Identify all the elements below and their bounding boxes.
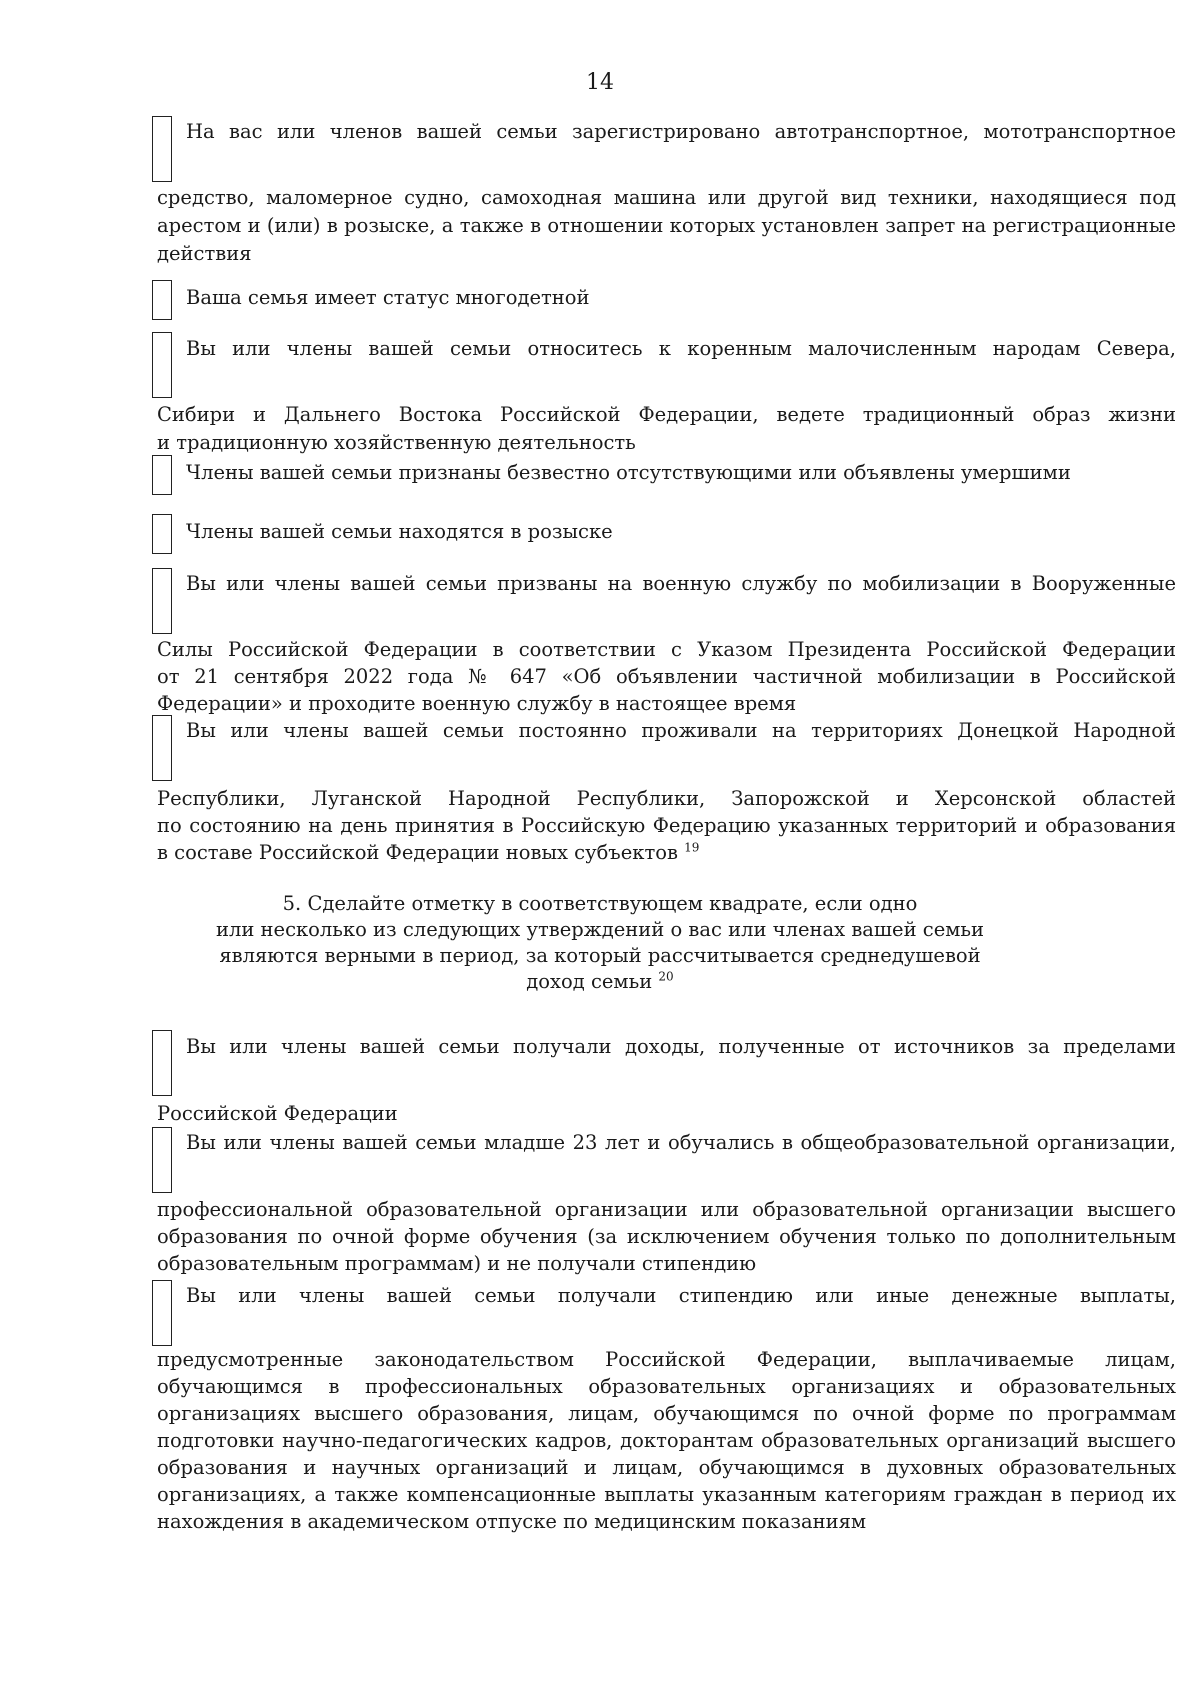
s4-item-text-line xyxy=(186,337,1176,361)
s5-item-text-line xyxy=(157,1456,1176,1480)
s4-item-text: Силы Российской Федерации в соответствии с Указом Президента Российской Федерации xyxy=(157,638,1176,661)
section-5-heading-line xyxy=(0,970,1200,994)
s5-item-text: организациях высшего образования, лицам, обучающимся по очной форме по программам xyxy=(157,1402,1176,1425)
s4-item-text: средство, маломерное судно, самоходная машина или другой вид техники, находящиеся под xyxy=(157,186,1176,209)
s5-item-text: подготовки научно-педагогических кадров, докторантам образовательных организаций высшего xyxy=(157,1429,1176,1452)
s4-item-text-line xyxy=(157,787,1176,811)
s5-item-text: образовательным программам) и не получали стипендию xyxy=(157,1252,757,1275)
s4-item-text-line xyxy=(186,120,1176,144)
s4-item-text-line xyxy=(157,638,1176,662)
s5-item-text: Российской Федерации xyxy=(157,1102,398,1125)
s4-item-text-line xyxy=(186,286,590,310)
s4-item-text-line xyxy=(186,520,613,544)
s4-item-text: Ваша семья имеет статус многодетной xyxy=(186,286,590,309)
s4-item-text-line xyxy=(186,572,1176,596)
s5-item-text-line xyxy=(157,1348,1176,1372)
s5-item-text: Вы или члены вашей семьи получали доходы, полученные от источников за пределами xyxy=(186,1035,1176,1058)
s4-item-text: в составе Российской Федерации новых субъектов xyxy=(157,841,678,864)
s5-item-text-line xyxy=(157,1102,398,1126)
s4-item-text: Сибири и Дальнего Востока Российской Федерации, ведете традиционный образ жизни xyxy=(157,403,1176,426)
s4-item-text: по состоянию на день принятия в Российскую Федерацию указанных территорий и образования xyxy=(157,814,1176,837)
s4-checkbox[interactable] xyxy=(152,116,172,182)
s5-item-text: Вы или члены вашей семьи получали стипендию или иные денежные выплаты, xyxy=(186,1284,1176,1307)
s4-item-text-line xyxy=(186,461,1071,485)
s4-item-text-line xyxy=(157,242,252,266)
s4-item-text: Члены вашей семьи признаны безвестно отсутствующими или объявлены умершими xyxy=(186,461,1071,484)
s4-item-text: и традиционную хозяйственную деятельность xyxy=(157,431,636,454)
s5-item-text: обучающимся в профессиональных образовательных организациях и образовательных xyxy=(157,1375,1176,1398)
section-5-heading-line: 5. Сделайте отметку в соответствующем квадрате, если одно xyxy=(282,892,918,915)
s4-item-text: Вы или члены вашей семьи призваны на военную службу по мобилизации в Вооруженные xyxy=(186,572,1176,595)
s5-item-text-line xyxy=(157,1198,1176,1222)
s4-checkbox[interactable] xyxy=(152,568,172,634)
s4-item-text: действия xyxy=(157,242,252,265)
s4-item-text-line xyxy=(157,403,1176,427)
section-5-heading-line: или несколько из следующих утверждений о вас или членах вашей семьи xyxy=(215,918,985,941)
s4-item-text-line xyxy=(157,214,1176,238)
section-5-heading-text: доход семьи xyxy=(526,970,653,993)
s5-item-text-line xyxy=(186,1131,1176,1155)
footnote-ref-19: 19 xyxy=(684,840,700,855)
s4-checkbox[interactable] xyxy=(152,455,172,495)
s4-item-text-line xyxy=(157,814,1176,838)
s5-item-text-line xyxy=(157,1510,866,1534)
s5-item-text: Вы или члены вашей семьи младше 23 лет и обучались в общеобразовательной организации, xyxy=(186,1131,1176,1154)
s4-checkbox[interactable] xyxy=(152,280,172,320)
s5-checkbox[interactable] xyxy=(152,1280,172,1346)
s4-item-text-line xyxy=(157,431,636,455)
s5-item-text: предусмотренные законодательством Российской Федерации, выплачиваемые лицам, xyxy=(157,1348,1176,1371)
s5-item-text: образования и научных организаций и лицам, обучающимся в духовных образовательных xyxy=(157,1456,1176,1479)
s5-item-text-line xyxy=(157,1483,1176,1507)
s5-item-text: организациях, а также компенсационные выплаты указанным категориям граждан в период их xyxy=(157,1483,1176,1506)
s5-item-text-line xyxy=(186,1284,1176,1308)
s5-item-text: нахождения в академическом отпуске по медицинским показаниям xyxy=(157,1510,867,1533)
s4-item-text: Члены вашей семьи находятся в розыске xyxy=(186,520,613,543)
footnote-ref-20: 20 xyxy=(658,969,674,984)
section-5-heading-line: являются верными в период, за который рассчитывается среднедушевой xyxy=(219,944,981,967)
s5-item-text-line xyxy=(157,1225,1176,1249)
s4-item-text-line xyxy=(157,186,1176,210)
s5-item-text-line xyxy=(157,1402,1176,1426)
s5-item-text-line xyxy=(157,1375,1176,1399)
s4-item-text-line xyxy=(157,692,796,716)
s5-checkbox[interactable] xyxy=(152,1127,172,1193)
s4-checkbox[interactable] xyxy=(152,514,172,554)
s4-item-text: Вы или члены вашей семьи относитесь к коренным малочисленным народам Севера, xyxy=(186,337,1176,360)
s4-checkbox[interactable] xyxy=(152,332,172,398)
s4-item-text: от 21 сентября 2022 года № 647 «Об объявлении частичной мобилизации в Российской xyxy=(157,665,1176,688)
s4-item-text-line xyxy=(186,719,1176,743)
s4-item-text-line xyxy=(157,665,1176,689)
s4-item-text: Федерации» и проходите военную службу в настоящее время xyxy=(157,692,797,715)
page-number: 14 xyxy=(586,70,614,95)
s4-checkbox[interactable] xyxy=(152,715,172,781)
s4-item-text: Республики, Луганской Народной Республики, Запорожской и Херсонской областей xyxy=(157,787,1176,810)
s5-item-text-line xyxy=(157,1429,1176,1453)
s5-checkbox[interactable] xyxy=(152,1030,172,1096)
s5-item-text-line xyxy=(157,1252,756,1276)
s4-item-text: арестом и (или) в розыске, а также в отношении которых установлен запрет на регистрационные xyxy=(157,214,1176,237)
s5-item-text: профессиональной образовательной организации или образовательной организации высшего xyxy=(157,1198,1176,1221)
s4-item-text-line xyxy=(157,841,699,865)
s4-item-text: Вы или члены вашей семьи постоянно проживали на территориях Донецкой Народной xyxy=(186,719,1176,742)
s4-item-text: На вас или членов вашей семьи зарегистрировано автотранспортное, мототранспортное xyxy=(186,120,1176,143)
s5-item-text: образования по очной форме обучения (за исключением обучения только по дополнительным xyxy=(157,1225,1176,1248)
s5-item-text-line xyxy=(186,1035,1176,1059)
